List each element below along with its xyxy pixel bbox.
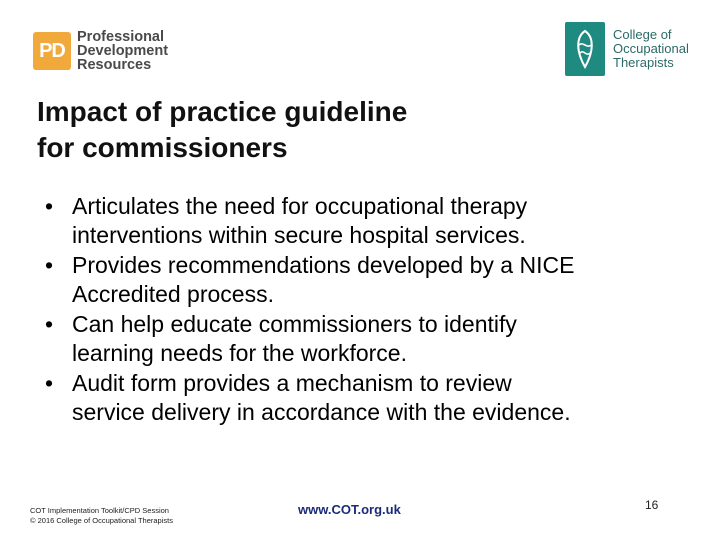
pdr-logo-line: Development (77, 43, 169, 59)
bullet-dot-icon: • (45, 193, 54, 219)
cot-logo-line: Occupational (613, 41, 689, 56)
slide-title (37, 94, 597, 166)
page-number: 16 (645, 498, 659, 512)
footer-line: © 2016 College of Occupational Therapists (30, 516, 173, 525)
bullet-line: Audit form provides a mechanism to review (72, 370, 512, 396)
bullet-dot-icon: • (45, 370, 54, 396)
cot-logo (565, 22, 689, 76)
bullet-line: Provides recommendations developed by a NICE (72, 252, 575, 278)
title-line: Impact of practice guideline (37, 96, 408, 127)
bullet-line: service delivery in accordance with the evidence. (72, 398, 571, 425)
bullet-item (45, 310, 695, 367)
footer-line: COT Implementation Toolkit/CPD Session (30, 506, 169, 515)
bullet-item (45, 251, 695, 308)
pdr-logo-text (77, 30, 168, 72)
bullet-dot-icon: • (45, 252, 54, 278)
cot-logo-line: College of (613, 27, 672, 42)
cot-logo-text (613, 28, 689, 70)
pdr-logo-line: Professional (77, 29, 165, 45)
bullet-list (45, 192, 695, 428)
bullet-line: Articulates the need for occupational therapy (72, 193, 528, 219)
bullet-line: Accredited process. (72, 280, 274, 307)
pdr-logo (33, 30, 168, 72)
footer-credits (30, 506, 173, 526)
footer-url-link[interactable]: www.COT.org.uk (298, 502, 401, 517)
pdr-badge: PD (33, 32, 71, 70)
bullet-item (45, 192, 695, 249)
bullet-dot-icon: • (45, 311, 54, 337)
title-line: for commissioners (37, 132, 288, 163)
cot-emblem-icon (565, 22, 605, 76)
pdr-logo-line: Resources (77, 57, 152, 73)
bullet-item (45, 369, 695, 426)
bullet-line: interventions within secure hospital services. (72, 221, 526, 248)
bullet-line: Can help educate commissioners to identify (72, 311, 517, 337)
cot-logo-line: Therapists (613, 55, 674, 70)
bullet-line: learning needs for the workforce. (72, 339, 407, 366)
